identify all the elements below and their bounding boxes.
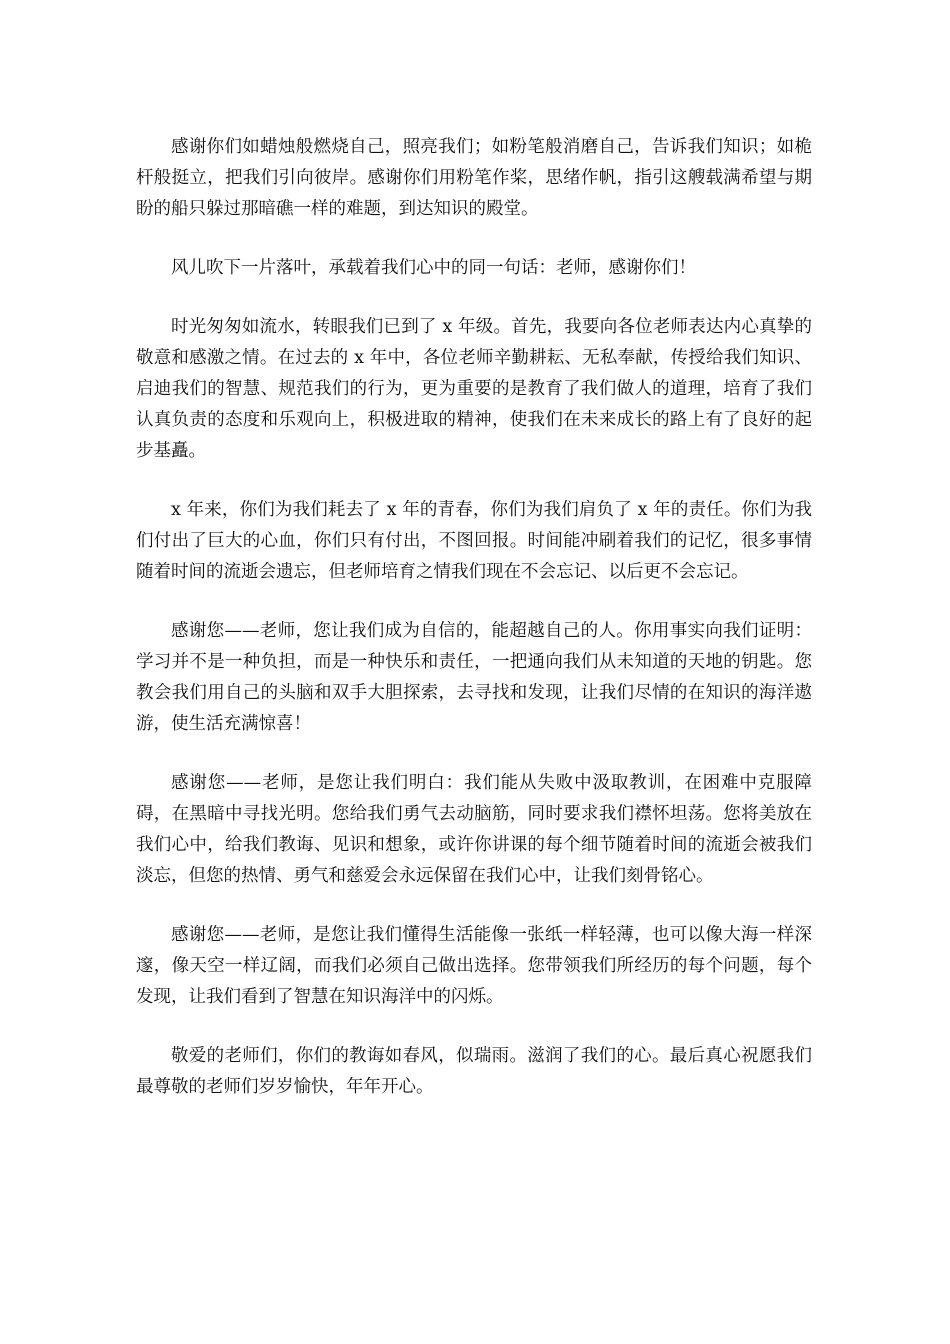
document-body	[136, 132, 812, 1131]
paragraph-4: x 年来，你们为我们耗去了 x 年的青春，你们为我们肩负了 x 年的责任。你们为我们付出了巨大的心血，你们只有付出，不图回报。时间能冲刷着我们的记忆，很多事情随着时间的流逝会遗忘，但老师培育之情我们现在不会忘记、以后更不会忘记。	[136, 500, 812, 582]
paragraph-2: 风儿吹下一片落叶，承载着我们心中的同一句话：老师，感谢你们！	[171, 258, 696, 278]
paragraph-1: 感谢你们如蜡烛般燃烧自己，照亮我们；如粉笔般消磨自己，告诉我们知识；如桅杆般挺立，把我们引向彼岸。感谢你们用粉笔作桨，思绪作帆，指引这艘载满希望与期盼的船只躲过那暗礁一样的难题，到达知识的殿堂。	[136, 137, 812, 219]
paragraph-5: 感谢您——老师，您让我们成为自信的，能超越自己的人。你用事实向我们证明：学习并不是一种负担，而是一种快乐和责任，一把通向我们从未知道的天地的钥匙。您教会我们用自己的头脑和双手大胆探索，去寻找和发现，让我们尽情的在知识的海洋遨游，使生活充满惊喜！	[136, 621, 812, 734]
paragraph-6: 感谢您——老师，是您让我们明白：我们能从失败中汲取教训，在困难中克服障碍，在黑暗中寻找光明。您给我们勇气去动脑筋，同时要求我们襟怀坦荡。您将美放在我们心中，给我们教诲、见识和想象，或许你讲课的每个细节随着时间的流逝会被我们淡忘，但您的热情、勇气和慈爱会永远保留在我们心中，让我们刻骨铭心。	[136, 773, 812, 886]
paragraph-8: 敬爱的老师们，你们的教诲如春风，似瑞雨。滋润了我们的心。最后真心祝愿我们最尊敬的老师们岁岁愉快，年年开心。	[136, 1046, 812, 1097]
paragraph-3: 时光匆匆如流水，转眼我们已到了 x 年级。首先，我要向各位老师表达内心真挚的敬意和感激之情。在过去的 x 年中，各位老师辛勤耕耘、无私奉献，传授给我们知识、启迪我们的智慧、规范我们的行为，更为重要的是教育了我们做人的道理，培育了我们认真负责的态度和乐观向上，积极进取的精神，使我们在未来成长的路上有了良好的起步基矗。	[136, 317, 812, 461]
paragraph-7: 感谢您——老师，是您让我们懂得生活能像一张纸一样轻薄，也可以像大海一样深邃，像天空一样辽阔，而我们必须自己做出选择。您带领我们所经历的每个问题，每个发现，让我们看到了智慧在知识海洋中的闪烁。	[136, 925, 812, 1007]
